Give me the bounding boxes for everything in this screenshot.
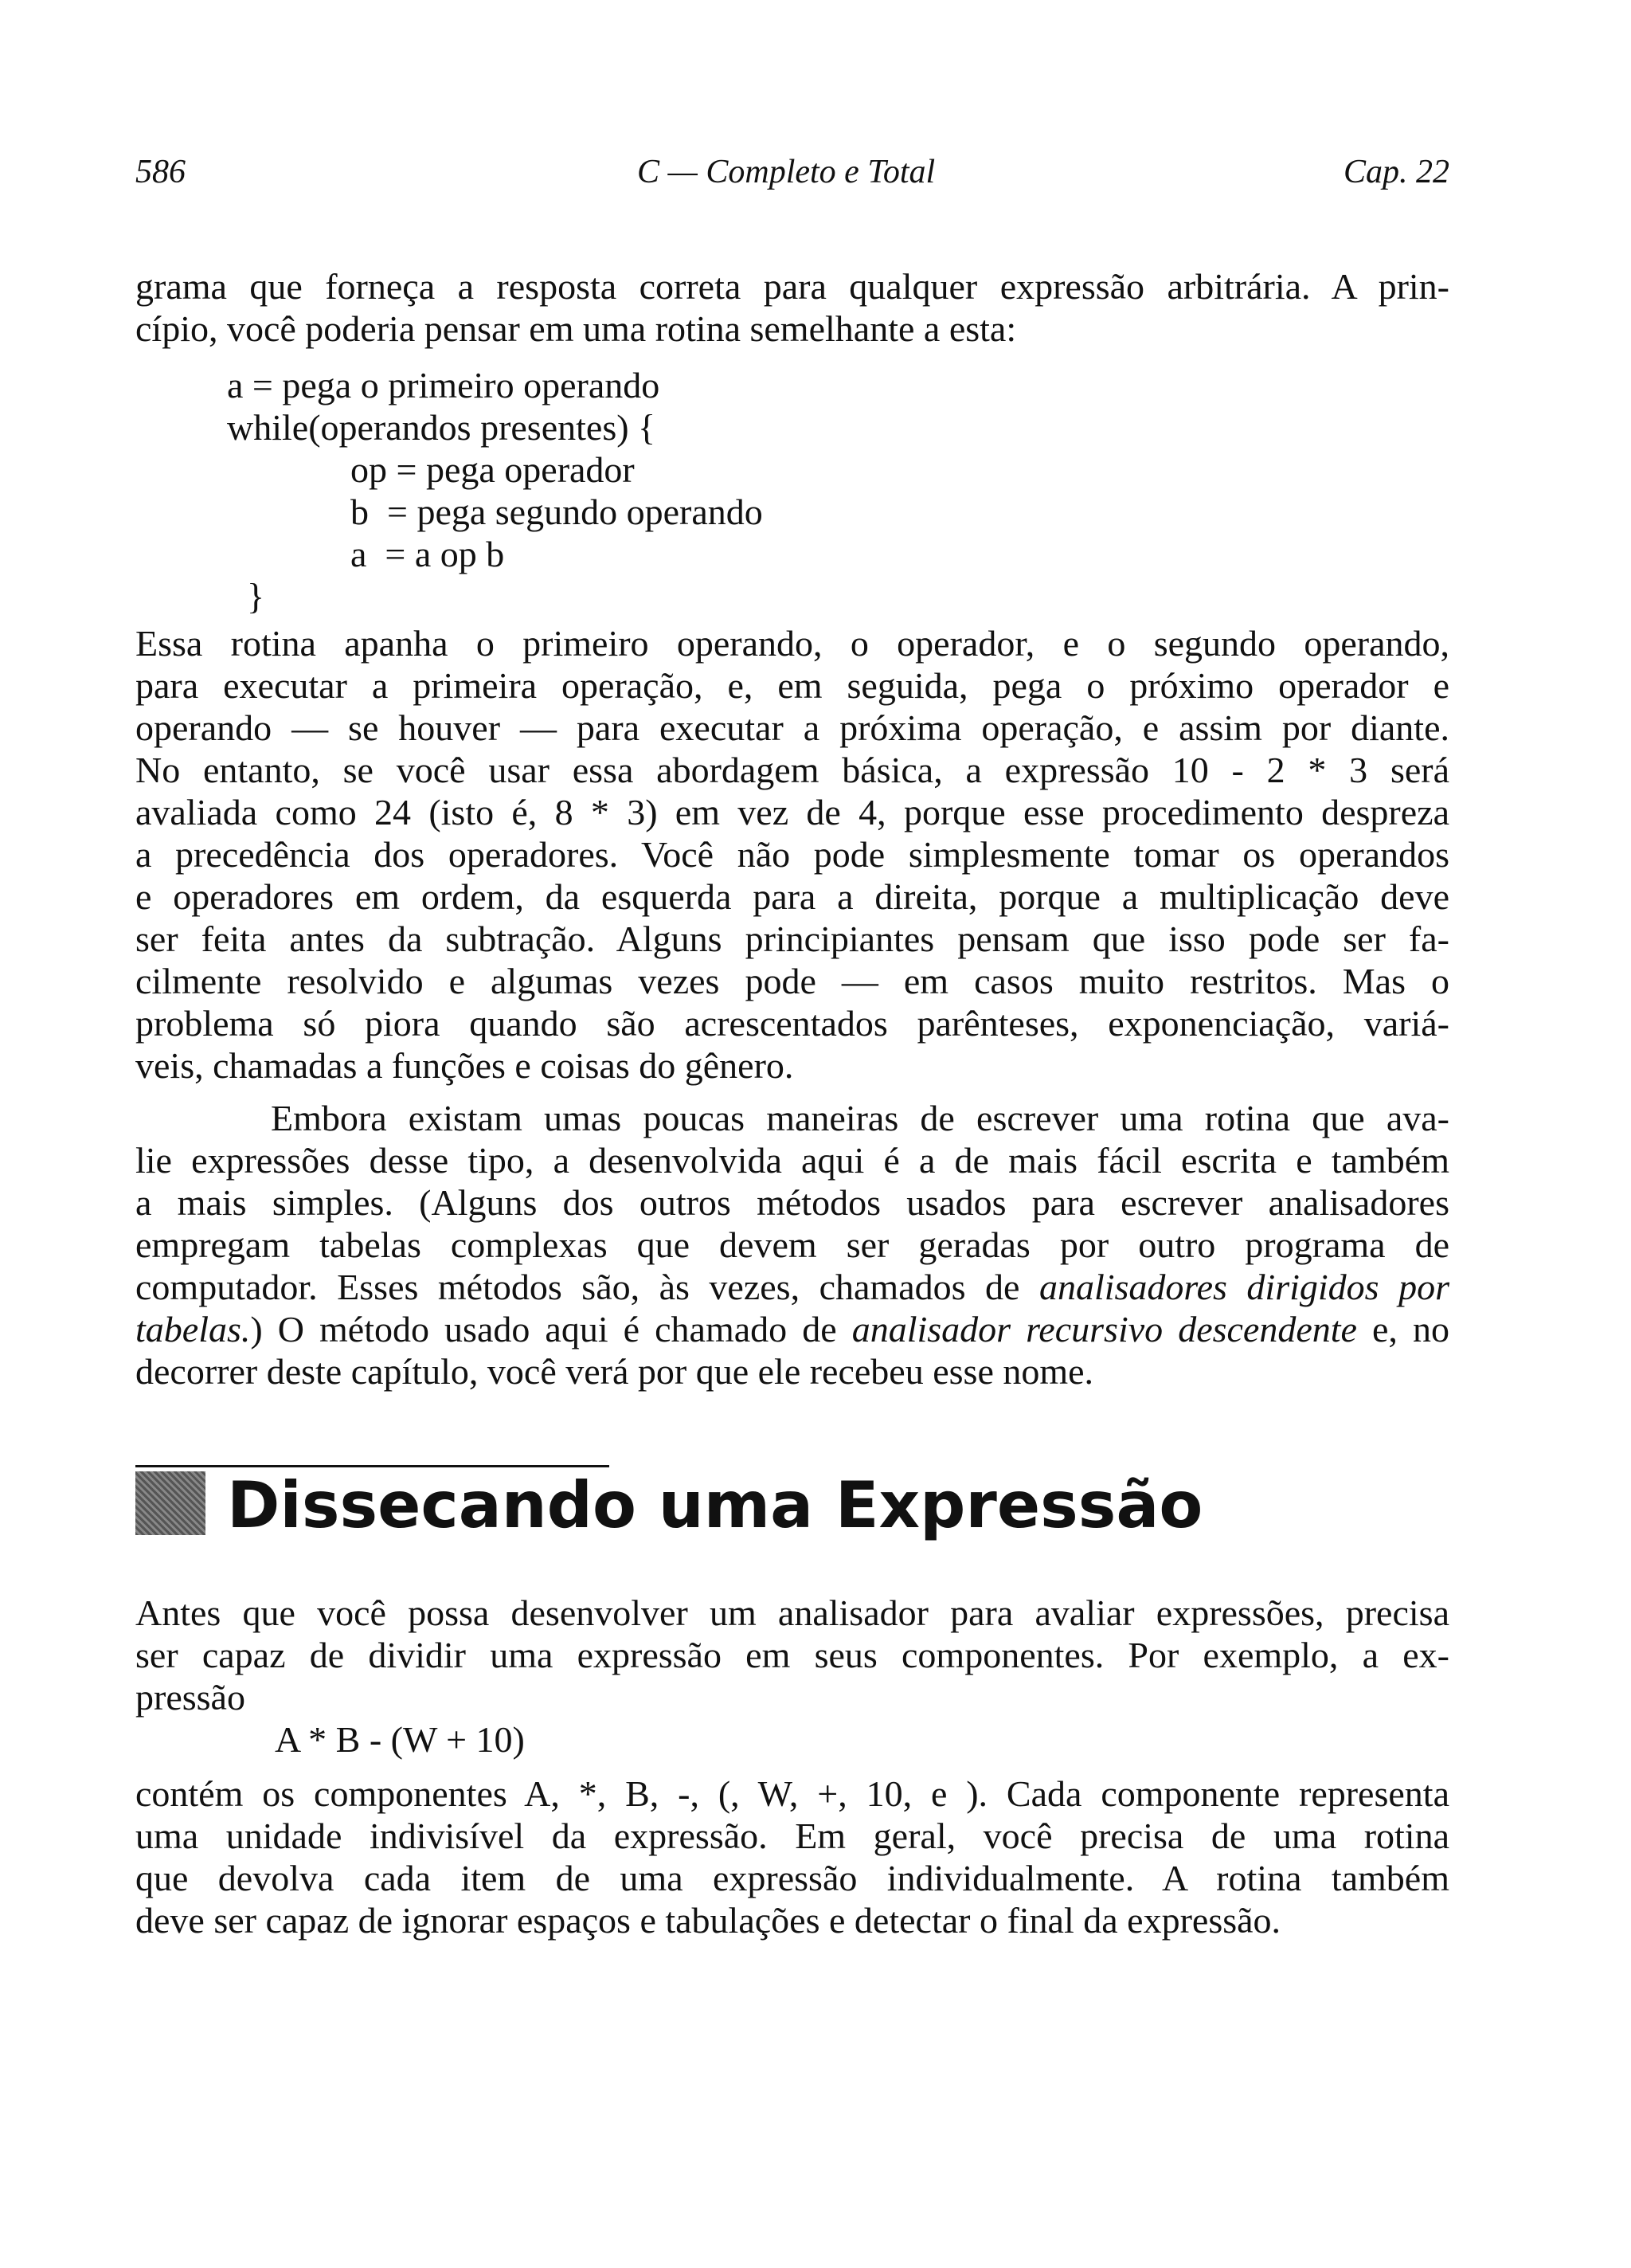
section-marker-icon <box>135 1471 205 1535</box>
text-line: a mais simples. (Alguns dos outros métodos usados para escrever analisadores <box>135 1182 1449 1223</box>
running-header <box>135 153 1449 201</box>
text-line: a precedência dos operadores. Você não pode simplesmente tomar os operandos <box>135 834 1449 875</box>
text-line: que devolva cada item de uma expressão individualmente. A rotina também <box>135 1858 1449 1898</box>
italic-term: tabelas. <box>135 1309 251 1349</box>
text-line: grama que forneça a resposta correta para qualquer expressão arbitrária. A prin- <box>135 266 1449 307</box>
text-line: decorrer deste capítulo, você verá por que ele recebeu esse nome. <box>135 1351 1094 1392</box>
text-line: veis, chamadas a funções e coisas do gênero. <box>135 1045 794 1086</box>
text-line: deve ser capaz de ignorar espaços e tabulações e detectar o final da expressão. <box>135 1900 1281 1941</box>
intro-paragraph <box>135 265 1449 350</box>
code-line: a = a op b <box>350 534 505 574</box>
text-line: ser capaz de dividir uma expressão em seus componentes. Por exemplo, a ex- <box>135 1635 1449 1675</box>
body-paragraph <box>135 622 1449 1087</box>
text-line: Essa rotina apanha o primeiro operando, o operador, e o segundo operando, <box>135 623 1449 664</box>
body-paragraph <box>135 1772 1449 1941</box>
text-line <box>135 1308 1449 1350</box>
text-span: computador. Esses métodos são, às vezes, chamados de <box>135 1267 1039 1307</box>
code-line: b = pega segundo operando <box>350 492 763 532</box>
italic-term: analisador recursivo descendente <box>851 1309 1357 1349</box>
code-line: a = pega o primeiro operando <box>227 365 660 405</box>
text-span: ) O método usado aqui é chamado de <box>250 1309 852 1349</box>
text-line: empregam tabelas complexas que devem ser geradas por outro programa de <box>135 1224 1449 1265</box>
text-line: uma unidade indivisível da expressão. Em geral, você precisa de uma rotina <box>135 1816 1449 1856</box>
text-line: problema só piora quando são acrescentados parênteses, exponenciação, variá- <box>135 1003 1449 1044</box>
text-line: e operadores em ordem, da esquerda para a direita, porque a multiplicação deve <box>135 876 1449 917</box>
body-paragraph <box>135 1592 1449 1718</box>
italic-term: analisadores dirigidos por <box>1038 1267 1449 1307</box>
text-line: cilmente resolvido e algumas vezes pode — em casos muito restritos. Mas o <box>135 961 1449 1001</box>
text-span: e, no <box>1356 1309 1449 1349</box>
section-heading: Dissecando uma Expressão <box>227 1468 1203 1542</box>
code-line: } <box>247 576 265 617</box>
text-line: Antes que você possa desenvolver um analisador para avaliar expressões, precisa <box>135 1592 1449 1633</box>
text-line: avaliada como 24 (isto é, 8 * 3) em vez de 4, porque esse procedimento despreza <box>135 792 1449 832</box>
text-line: No entanto, se você usar essa abordagem básica, a expressão 10 - 2 * 3 será <box>135 750 1449 790</box>
text-line: contém os componentes A, *, B, -, (, W, +, 10, e ). Cada componente representa <box>135 1773 1449 1814</box>
chapter-label: Cap. 22 <box>1343 154 1449 190</box>
code-line: while(operandos presentes) { <box>227 407 656 448</box>
running-title: C — Completo e Total <box>637 154 936 190</box>
page-number: 586 <box>135 154 186 190</box>
text-line: operando — se houver — para executar a próxima operação, e assim por diante. <box>135 707 1449 748</box>
text-line: cípio, você poderia pensar em uma rotina semelhante a esta: <box>135 308 1017 349</box>
text-line: pressão <box>135 1677 245 1718</box>
text-line: Embora existam umas poucas maneiras de escrever uma rotina que ava- <box>271 1098 1449 1138</box>
text-line <box>135 1266 1449 1308</box>
text-line: lie expressões desse tipo, a desenvolvida aqui é a de mais fácil escrita e também <box>135 1140 1449 1181</box>
code-line: op = pega operador <box>350 449 635 490</box>
text-line: ser feita antes da subtração. Alguns principiantes pensam que isso pode ser fa- <box>135 919 1449 959</box>
body-paragraph <box>135 1097 1449 1393</box>
example-expression: A * B - (W + 10) <box>275 1719 525 1760</box>
text-line: para executar a primeira operação, e, em seguida, pega o próximo operador e <box>135 665 1449 706</box>
